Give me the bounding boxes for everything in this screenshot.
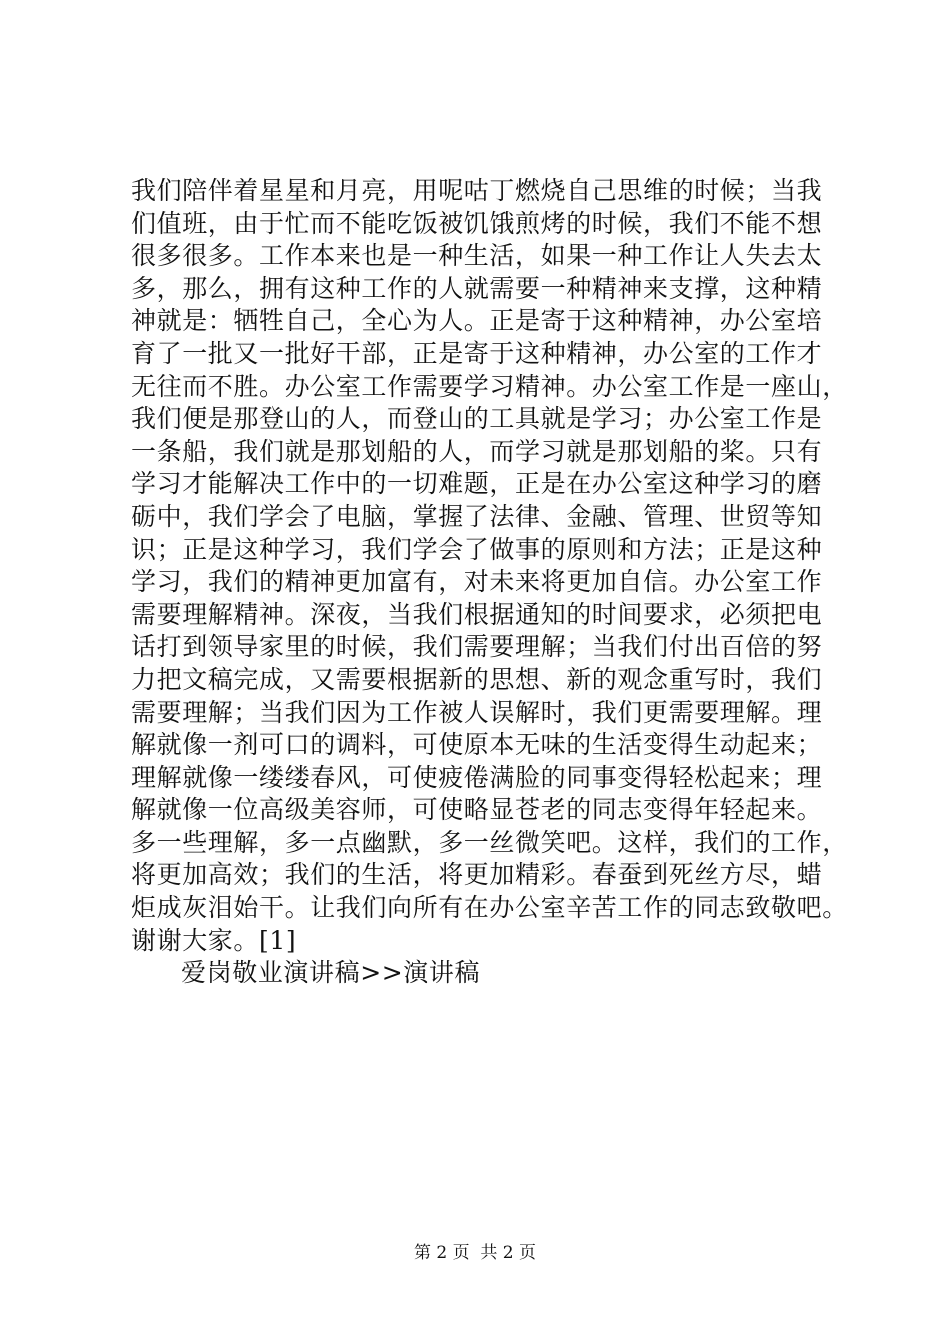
text-line: 学习，我们的精神更加富有，对未来将更加自信。办公室工作 — [131, 567, 823, 597]
text-line: 解就像一剂可口的调料，可使原本无味的生活变得生动起来； — [131, 730, 823, 760]
text-line: 无往而不胜。办公室工作需要学习精神。办公室工作是一座山， — [131, 371, 848, 401]
text-line: 多一些理解，多一点幽默，多一丝微笑吧。这样，我们的工作， — [131, 827, 848, 857]
text-line: 多，那么，拥有这种工作的人就需要一种精神来支撑，这种精 — [131, 273, 823, 303]
text-line: 很多很多。工作本来也是一种生活，如果一种工作让人失去太 — [131, 241, 823, 271]
text-line: 育了一批又一批好干部，正是寄于这种精神，办公室的工作才 — [131, 338, 823, 368]
text-line: 解就像一位高级美容师，可使略显苍老的同志变得年轻起来。 — [131, 795, 823, 825]
page-number: 第 2 页 共 2 页 — [413, 1243, 537, 1263]
text-line: 我们便是那登山的人，而登山的工具就是学习；办公室工作是 — [131, 404, 823, 434]
text-line: 谢谢大家。[1] — [131, 925, 297, 955]
text-line: 我们陪伴着星星和月亮，用呢咕丁燃烧自己思维的时候；当我 — [131, 176, 823, 205]
speech-body — [131, 175, 861, 990]
text-line: 需要理解精神。深夜，当我们根据通知的时间要求，必须把电 — [131, 599, 823, 629]
text-line: 话打到领导家里的时候，我们需要理解；当我们付出百倍的努 — [131, 632, 823, 662]
page-footer — [0, 1241, 950, 1265]
text-line: 一条船，我们就是那划船的人，而学习就是那划船的桨。只有 — [131, 436, 823, 466]
text-line: 学习才能解决工作中的一切难题，正是在办公室这种学习的磨 — [131, 469, 823, 499]
text-line: 神就是：牺牲自己，全心为人。正是寄于这种精神，办公室培 — [131, 306, 823, 336]
text-line: 将更加高效；我们的生活，将更加精彩。春蚕到死丝方尽，蜡 — [131, 860, 823, 890]
text-line: 需要理解；当我们因为工作被人误解时，我们更需要理解。理 — [131, 697, 823, 727]
text-line: 炬成灰泪始干。让我们向所有在办公室辛苦工作的同志致敬吧。 — [131, 893, 848, 923]
text-line: 理解就像一缕缕春风，可使疲倦满脸的同事变得轻松起来；理 — [131, 762, 823, 792]
text-line: 们值班，由于忙而不能吃饭被饥饿煎烤的时候，我们不能不想 — [131, 208, 823, 238]
text-line: 识；正是这种学习，我们学会了做事的原则和方法；正是这种 — [131, 534, 823, 564]
text-line: 砺中，我们学会了电脑，掌握了法律、金融、管理、世贸等知 — [131, 501, 823, 531]
text-line: 力把文稿完成，又需要根据新的思想、新的观念重写时，我们 — [131, 664, 823, 694]
related-link[interactable]: 爱岗敬业演讲稿>>演讲稿 — [181, 958, 481, 988]
